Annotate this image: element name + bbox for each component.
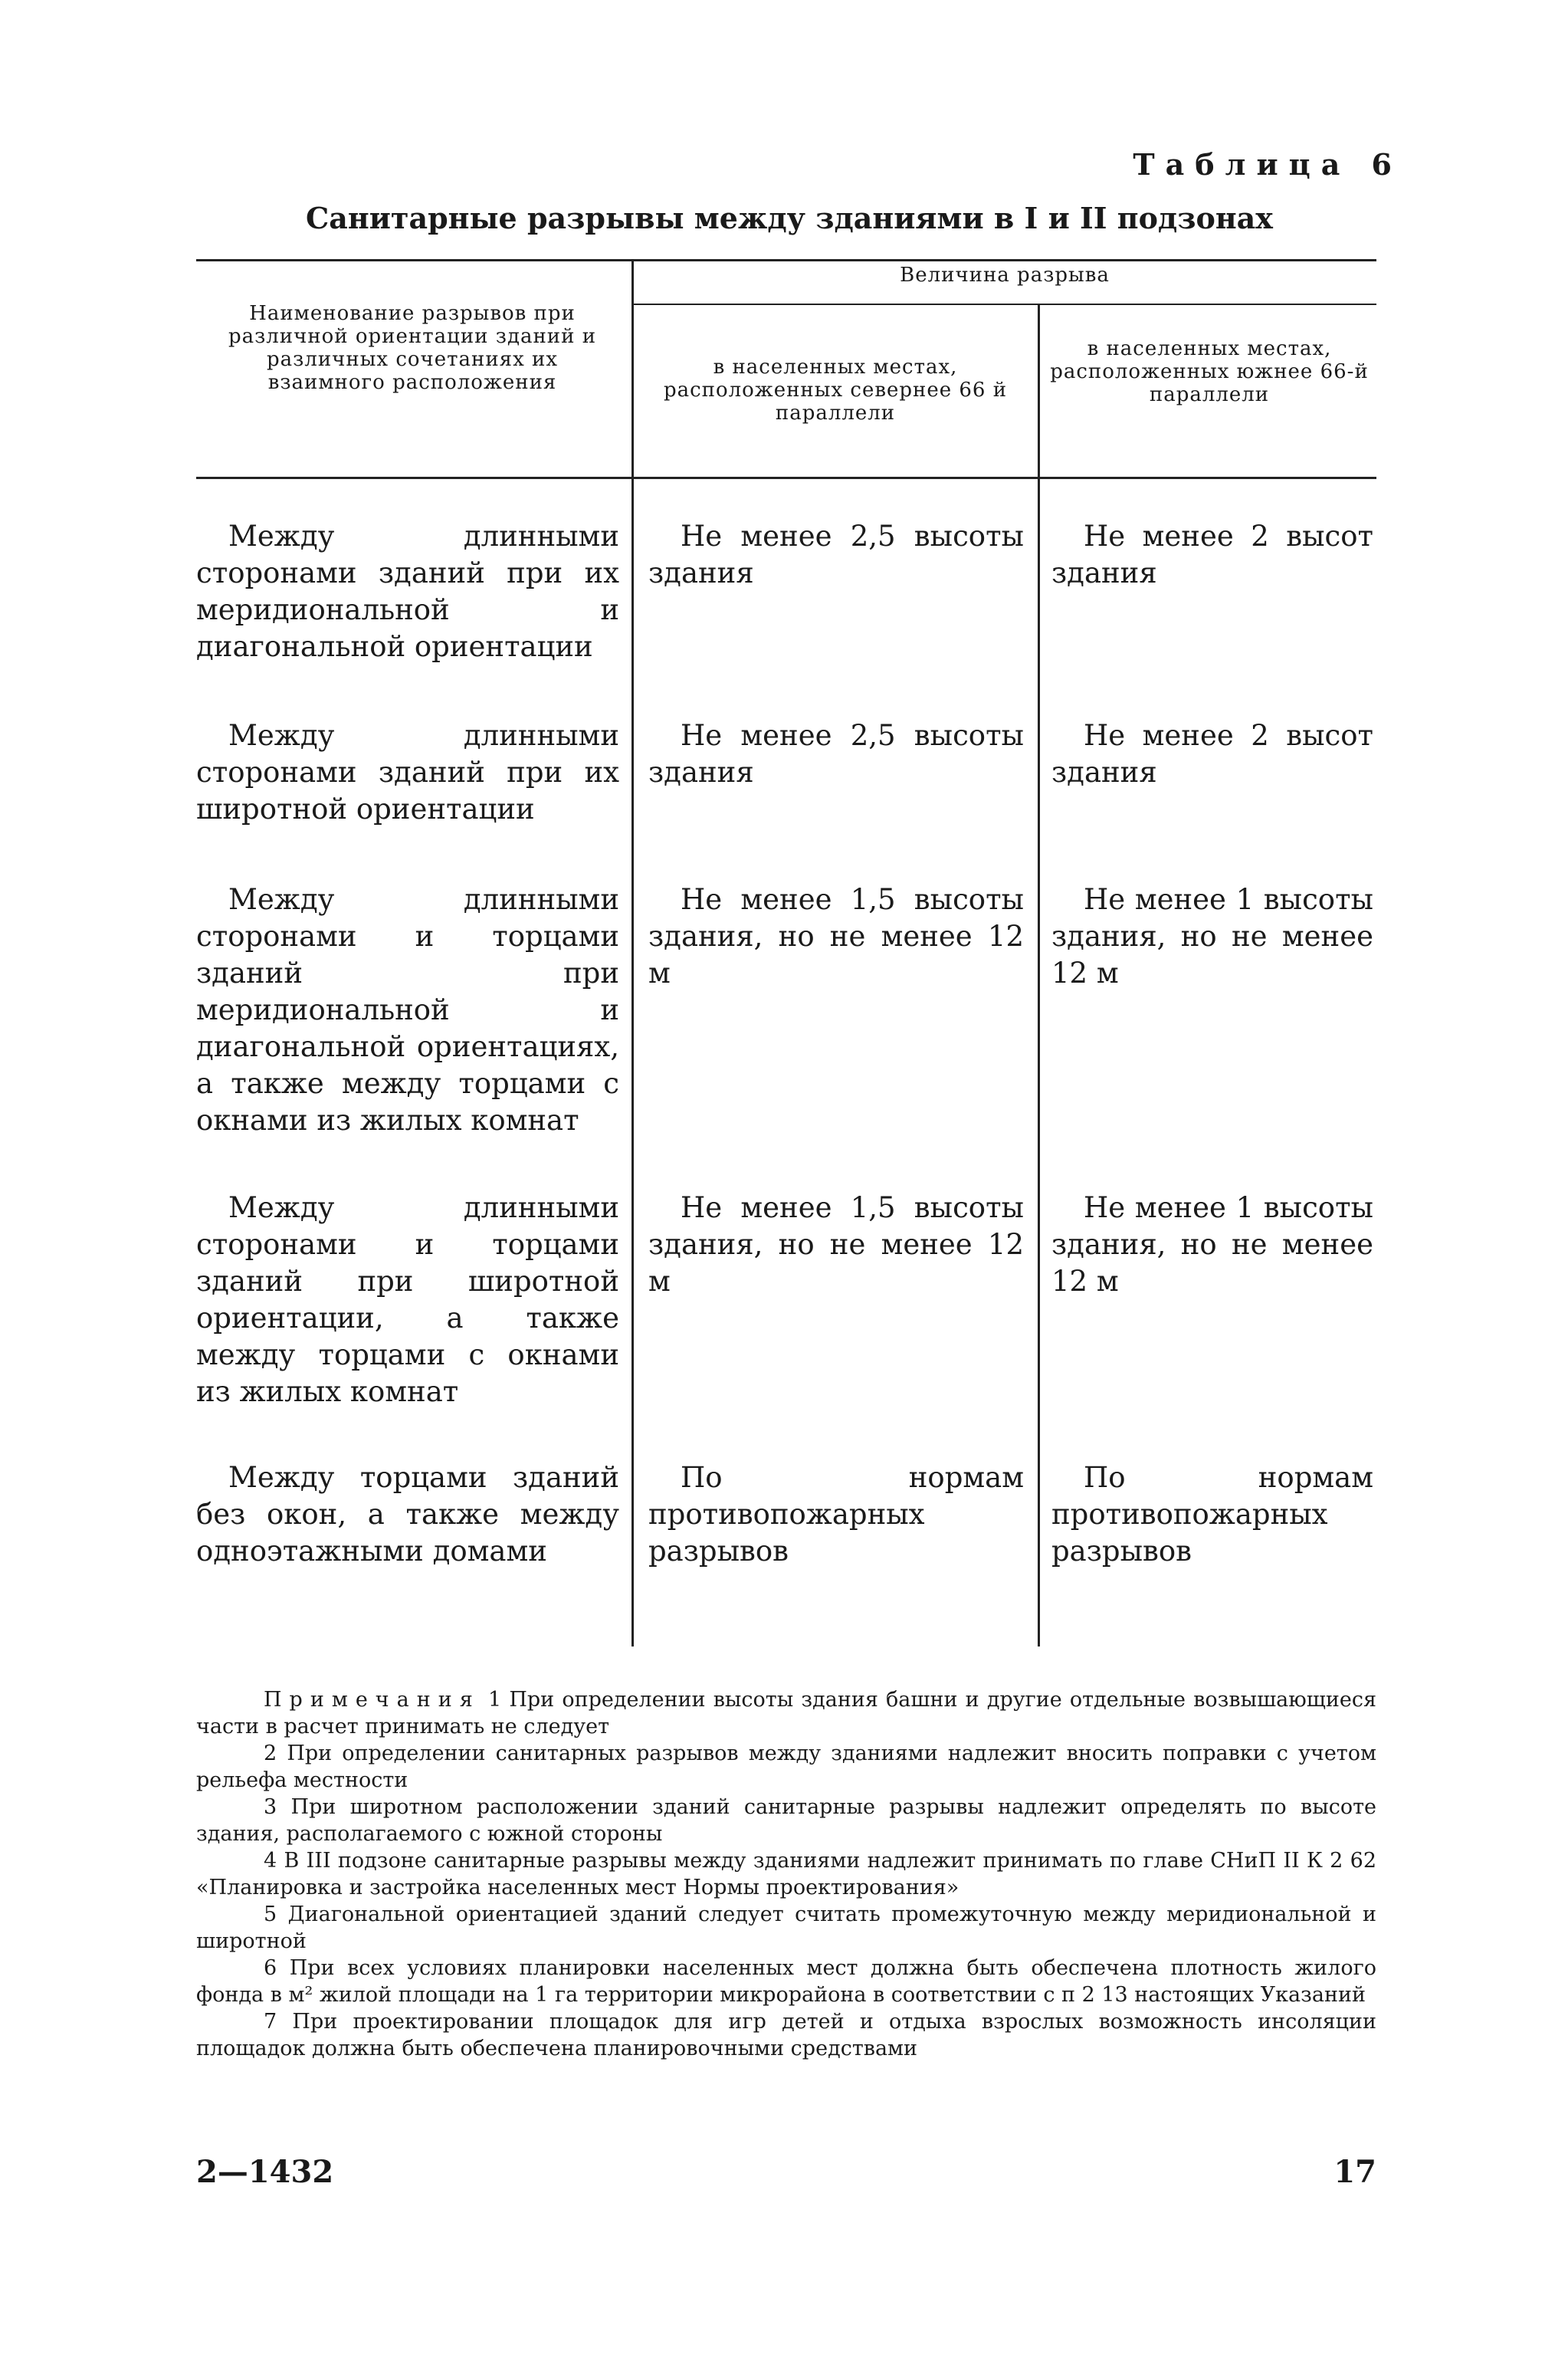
row-2-name: Между длинными сторонами зданий при их широтной ориентации xyxy=(196,719,619,826)
notes-item-6: 6 При всех условиях планировки населенных мест должна быть обеспечена плотность жилого фонда в м² жилой площади на 1 га территории микрорайона в соответствии с п 2 13 настоящих Указаний xyxy=(196,1956,1376,2007)
row-5-north: По нормам противопожарных разрывов xyxy=(648,1461,1024,1568)
notes-heading: Примечания xyxy=(264,1688,481,1712)
table-title: Санитарные разрывы между зданиями в I и II подзонах xyxy=(306,201,1273,235)
page-number: 17 xyxy=(1333,2154,1376,2190)
row-1-north: Не менее 2,5 высоты здания xyxy=(648,520,1024,589)
row-5-south: По нормам противопожарных разрывов xyxy=(1051,1461,1373,1568)
row-2-north: Не менее 2,5 высоты здания xyxy=(648,719,1024,789)
row-3-name: Между длинными сторонами и торцами зданий при меридиональной и диагональной ориентациях, а также между торцами с окнами из жилых комнат xyxy=(196,883,619,1137)
notes-item-7: 7 При проектировании площадок для игр детей и отдыха взрослых возможность инсоляции площадок должна быть обеспечена планировочными средствами xyxy=(196,2010,1376,2060)
notes-item-1-text: 1 При определении высоты здания башни и другие отдельные возвышающиеся части в расчет принимать не следует xyxy=(196,1688,1377,1738)
notes-item-2: 2 При определении санитарных разрывов между зданиями надлежит вносить поправки с учетом рельефа местности xyxy=(196,1742,1376,1792)
table-top-rule xyxy=(196,259,1376,261)
row-1-south: Не менее 2 высот здания xyxy=(1051,520,1373,589)
table-number: Таблица 6 xyxy=(1133,147,1402,182)
column-divider-2 xyxy=(1038,304,1040,1646)
notes-item-1 xyxy=(196,1686,1376,1740)
row-1-name: Между длинными сторонами зданий при их меридиональной и диагональной ориентации xyxy=(196,520,619,663)
notes-item-5: 5 Диагональной ориентацией зданий следует считать промежуточную между меридиональной и широтной xyxy=(196,1903,1376,1953)
printer-signature: 2—1432 xyxy=(196,2154,334,2190)
row-3-north: Не менее 1,5 высоты здания, но не менее 12 м xyxy=(648,883,1024,990)
header-col-south: в населенных местах, расположенных южнее 66-й параллели xyxy=(1050,337,1369,406)
header-col-north: в населенных местах, расположенных севернее 66 й параллели xyxy=(663,356,1008,425)
row-3-south: Не менее 1 высоты здания, но не менее 12 м xyxy=(1051,883,1373,990)
header-group-rule xyxy=(633,304,1376,305)
header-group: Величина разрыва xyxy=(900,264,1110,287)
row-4-north: Не менее 1,5 высоты здания, но не менее 12 м xyxy=(648,1191,1024,1298)
notes-item-3: 3 При широтном расположении зданий санитарные разрывы надлежит определять по высоте здания, располагаемого с южной стороны xyxy=(196,1795,1376,1846)
header-bottom-rule xyxy=(196,477,1376,479)
column-divider-1 xyxy=(631,259,634,1646)
row-5-name: Между торцами зданий без окон, а также между одноэтажными домами xyxy=(196,1461,619,1568)
row-4-south: Не менее 1 высоты здания, но не менее 12 м xyxy=(1051,1191,1373,1298)
row-4-name: Между длинными сторонами и торцами зданий при широтной ориентации, а также между торцами с окнами из жилых комнат xyxy=(196,1191,619,1408)
row-2-south: Не менее 2 высот здания xyxy=(1051,719,1373,789)
notes-item-4: 4 В III подзоне санитарные разрывы между зданиями надлежит принимать по главе СНиП II К 2 62 «Планировка и застройка населенных мест Нормы проектирования» xyxy=(196,1849,1376,1899)
header-name-column: Наименование разрывов при различной ориентации зданий и различных сочетаниях их взаимного расположения xyxy=(228,302,597,394)
notes-block xyxy=(196,1686,1376,2062)
